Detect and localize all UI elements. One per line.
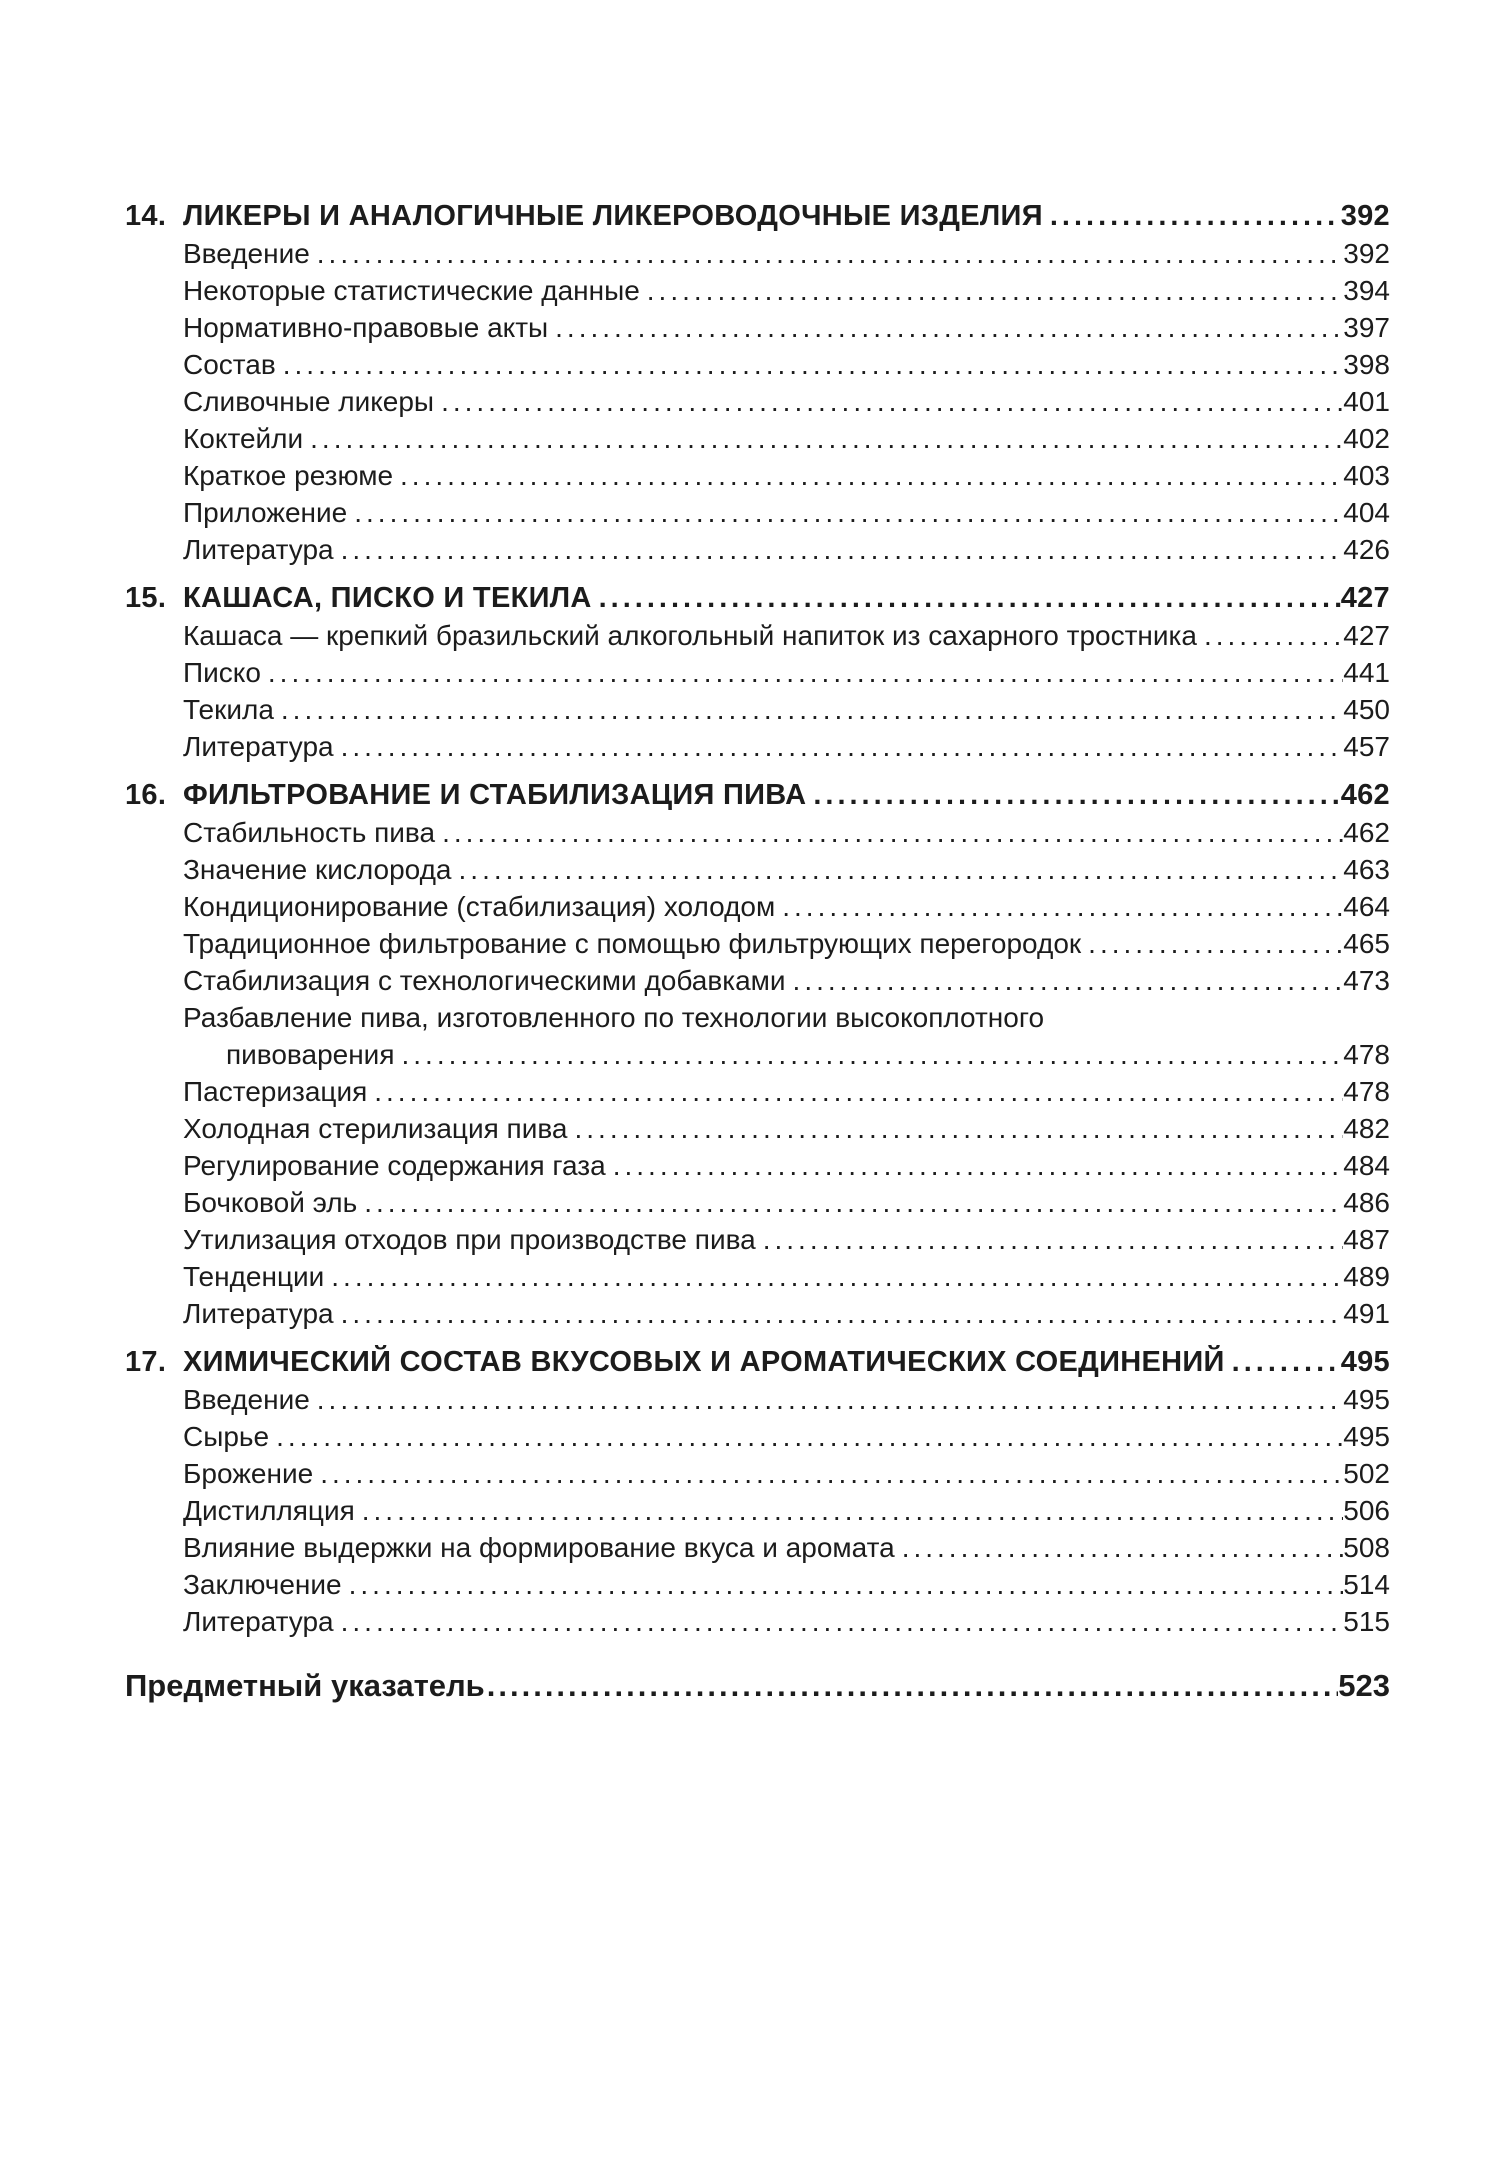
entry-title: Коктейли — [183, 423, 304, 454]
chapter-page-number: 392 — [1340, 200, 1390, 232]
entry-title: Кондиционирование (стабилизация) холодом — [183, 891, 776, 922]
entry-page-number: 465 — [1343, 928, 1390, 959]
chapter-heading-row — [125, 1344, 1390, 1381]
chapter-heading-row — [125, 777, 1390, 814]
entry-page-number: 441 — [1343, 657, 1390, 688]
entry-title: Влияние выдержки на формирование вкуса и аромата — [183, 1532, 895, 1563]
dot-leader — [567, 1110, 1343, 1147]
index-heading-row — [125, 1666, 1390, 1706]
dot-leader — [303, 420, 1343, 457]
toc-entry-row — [125, 1295, 1390, 1332]
toc-entry-row — [125, 1418, 1390, 1455]
entry-title: Стабилизация с технологическими добавками — [183, 965, 786, 996]
toc-entry-row — [125, 383, 1390, 420]
entry-page-number: 402 — [1343, 423, 1390, 454]
dot-leader — [347, 494, 1343, 531]
entry-page-number: 486 — [1343, 1187, 1390, 1218]
entry-title: Пастеризация — [183, 1076, 368, 1107]
entry-title: Литература — [183, 1606, 334, 1637]
entry-title-continuation: пивоварения — [226, 1039, 395, 1070]
toc-entry-row — [125, 1529, 1390, 1566]
toc-section — [125, 580, 1390, 765]
entry-title: Брожение — [183, 1458, 314, 1489]
chapter-number: 16. — [125, 779, 167, 811]
toc-entry-row — [125, 1603, 1390, 1640]
dot-leader — [452, 851, 1344, 888]
toc-entry-row — [125, 814, 1390, 851]
dot-leader — [274, 691, 1343, 728]
toc-section — [125, 777, 1390, 1332]
dot-leader — [485, 1666, 1339, 1706]
dot-leader — [393, 457, 1343, 494]
entry-page-number: 462 — [1343, 817, 1390, 848]
index-title: Предметный указатель — [125, 1668, 485, 1703]
entry-title: Писко — [183, 657, 261, 688]
entry-page-number: 404 — [1343, 497, 1390, 528]
dot-leader — [334, 728, 1344, 765]
entry-page-number: 403 — [1343, 460, 1390, 491]
entry-page-number: 457 — [1343, 731, 1390, 762]
toc-entry-row — [125, 457, 1390, 494]
entry-title: Литература — [183, 731, 334, 762]
entry-page-number: 506 — [1343, 1495, 1390, 1526]
dot-leader — [342, 1566, 1344, 1603]
toc-entry-row — [125, 1073, 1390, 1110]
toc-entry-row — [125, 925, 1390, 962]
entry-title: Некоторые статистические данные — [183, 275, 640, 306]
toc-entry-row — [125, 617, 1390, 654]
dot-leader — [548, 309, 1343, 346]
entry-title: Заключение — [183, 1569, 342, 1600]
entry-title: Утилизация отходов при производстве пива — [183, 1224, 756, 1255]
index-page-number: 523 — [1338, 1668, 1390, 1703]
entry-page-number: 495 — [1343, 1421, 1390, 1452]
dot-leader — [261, 654, 1343, 691]
toc-section — [125, 198, 1390, 568]
entry-page-number: 478 — [1343, 1039, 1390, 1070]
dot-leader — [806, 777, 1340, 814]
entry-page-number: 478 — [1343, 1076, 1390, 1107]
chapter-heading-row — [125, 198, 1390, 235]
entry-title: Сливочные ликеры — [183, 386, 435, 417]
dot-leader — [394, 1036, 1343, 1073]
dot-leader — [310, 1381, 1344, 1418]
toc-section — [125, 1344, 1390, 1640]
toc-entry-row — [125, 1455, 1390, 1492]
entry-title: Сырье — [183, 1421, 270, 1452]
entry-page-number: 482 — [1343, 1113, 1390, 1144]
entry-title: Традиционное фильтрование с помощью фильтрующих перегородок — [183, 928, 1082, 959]
entry-title: Тенденции — [183, 1261, 325, 1292]
entry-title: Дистилляция — [183, 1495, 355, 1526]
entry-title: Холодная стерилизация пива — [183, 1113, 568, 1144]
dot-leader — [310, 235, 1344, 272]
entry-page-number: 397 — [1343, 312, 1390, 343]
dot-leader — [435, 814, 1343, 851]
toc-entry-row — [125, 888, 1390, 925]
entry-title: Регулирование содержания газа — [183, 1150, 606, 1181]
toc-entry-row — [125, 1184, 1390, 1221]
entry-page-number: 514 — [1343, 1569, 1390, 1600]
entry-title: Разбавление пива, изготовленного по технологии высокоплотного — [183, 1002, 1045, 1033]
entry-page-number: 484 — [1343, 1150, 1390, 1181]
chapter-page-number: 427 — [1340, 582, 1390, 614]
chapter-page-number: 462 — [1340, 779, 1390, 811]
entry-page-number: 491 — [1343, 1298, 1390, 1329]
entry-page-number: 508 — [1343, 1532, 1390, 1563]
toc-entry-continuation-row — [125, 1036, 1390, 1073]
entry-page-number: 463 — [1343, 854, 1390, 885]
entry-page-number: 450 — [1343, 694, 1390, 725]
entry-title: Литература — [183, 1298, 334, 1329]
dot-leader — [1225, 1344, 1341, 1381]
dot-leader — [324, 1258, 1343, 1295]
toc-entry-row — [125, 346, 1390, 383]
dot-leader — [357, 1184, 1343, 1221]
entry-title: Краткое резюме — [183, 460, 394, 491]
dot-leader — [1197, 617, 1343, 654]
dot-leader — [606, 1147, 1344, 1184]
entry-title: Приложение — [183, 497, 348, 528]
toc-entry-row — [125, 1492, 1390, 1529]
toc-entry-row — [125, 235, 1390, 272]
dot-leader — [334, 531, 1344, 568]
toc-entry-row — [125, 1381, 1390, 1418]
dot-leader — [592, 580, 1341, 617]
chapter-number: 17. — [125, 1346, 167, 1378]
entry-title: Стабильность пива — [183, 817, 436, 848]
dot-leader — [1081, 925, 1343, 962]
chapter-title: ФИЛЬТРОВАНИЕ И СТАБИЛИЗАЦИЯ ПИВА — [183, 779, 807, 811]
entry-page-number: 515 — [1343, 1606, 1390, 1637]
toc-entry-row — [125, 272, 1390, 309]
entry-page-number: 398 — [1343, 349, 1390, 380]
chapter-heading-row — [125, 580, 1390, 617]
entry-page-number: 392 — [1343, 238, 1390, 269]
chapter-title: ХИМИЧЕСКИЙ СОСТАВ ВКУСОВЫХ И АРОМАТИЧЕСКИХ СОЕДИНЕНИЙ — [183, 1346, 1225, 1378]
chapter-page-number: 495 — [1340, 1346, 1390, 1378]
dot-leader — [334, 1603, 1344, 1640]
entry-title: Кашаса — крепкий бразильский алкогольный напиток из сахарного тростника — [183, 620, 1197, 651]
entry-page-number: 426 — [1343, 534, 1390, 565]
toc-entry-row — [125, 999, 1390, 1036]
entry-page-number: 401 — [1343, 386, 1390, 417]
dot-leader — [269, 1418, 1343, 1455]
entry-title: Введение — [183, 238, 310, 269]
dot-leader — [367, 1073, 1343, 1110]
entry-page-number: 489 — [1343, 1261, 1390, 1292]
toc-entry-row — [125, 654, 1390, 691]
toc-entry-row — [125, 851, 1390, 888]
dot-leader — [895, 1529, 1344, 1566]
entry-page-number: 487 — [1343, 1224, 1390, 1255]
dot-leader — [1043, 198, 1341, 235]
toc-entry-row — [125, 1566, 1390, 1603]
dot-leader — [334, 1295, 1344, 1332]
dot-leader — [355, 1492, 1344, 1529]
entry-title: Бочковой эль — [183, 1187, 358, 1218]
entry-title: Введение — [183, 1384, 310, 1415]
entry-title: Нормативно-правовые акты — [183, 312, 549, 343]
dot-leader — [756, 1221, 1344, 1258]
toc-entry-row — [125, 962, 1390, 999]
table-of-contents — [125, 198, 1390, 1706]
entry-page-number: 502 — [1343, 1458, 1390, 1489]
dot-leader — [775, 888, 1343, 925]
toc-entry-row — [125, 728, 1390, 765]
dot-leader — [276, 346, 1344, 383]
chapter-number: 14. — [125, 200, 167, 232]
entry-title: Литература — [183, 534, 334, 565]
entry-title: Текила — [183, 694, 274, 725]
toc-entry-row — [125, 691, 1390, 728]
toc-entry-row — [125, 1110, 1390, 1147]
toc-entry-row — [125, 1221, 1390, 1258]
entry-title: Значение кислорода — [183, 854, 452, 885]
chapter-title: КАШАСА, ПИСКО И ТЕКИЛА — [183, 582, 592, 614]
dot-leader — [786, 962, 1344, 999]
toc-entry-row — [125, 1147, 1390, 1184]
entry-page-number: 473 — [1343, 965, 1390, 996]
toc-entry-row — [125, 531, 1390, 568]
entry-page-number: 394 — [1343, 275, 1390, 306]
toc-entry-row — [125, 1258, 1390, 1295]
toc-entry-row — [125, 420, 1390, 457]
entry-page-number: 427 — [1343, 620, 1390, 651]
dot-leader — [640, 272, 1344, 309]
chapter-title: ЛИКЕРЫ И АНАЛОГИЧНЫЕ ЛИКЕРОВОДОЧНЫЕ ИЗДЕЛИЯ — [183, 200, 1043, 232]
toc-entry-row — [125, 309, 1390, 346]
dot-leader — [434, 383, 1343, 420]
chapter-number: 15. — [125, 582, 167, 614]
toc-entry-row — [125, 494, 1390, 531]
entry-page-number: 464 — [1343, 891, 1390, 922]
entry-page-number: 495 — [1343, 1384, 1390, 1415]
entry-title: Состав — [183, 349, 276, 380]
dot-leader — [313, 1455, 1343, 1492]
